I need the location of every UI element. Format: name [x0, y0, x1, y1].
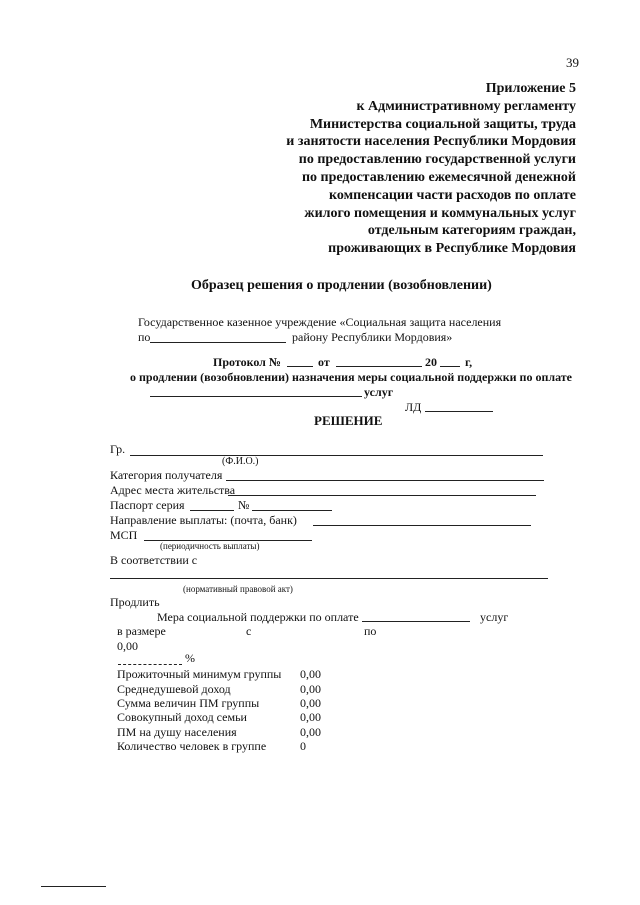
- stat-label: ПМ на душу населения: [117, 725, 237, 739]
- measure-label: Мера социальной поддержки по оплате: [157, 610, 359, 624]
- amount-value: 0,00: [117, 639, 138, 653]
- appendix-line: проживающих в Республике Мордовия: [328, 241, 576, 257]
- to-label: по: [364, 624, 377, 638]
- appendix-line: отдельным категориям граждан,: [367, 223, 576, 239]
- passport-number-field[interactable]: [252, 510, 332, 511]
- stat-label: Совокупный доход семьи: [117, 710, 247, 724]
- measure-services-label: услуг: [480, 610, 509, 624]
- stat-value: 0,00: [300, 725, 321, 739]
- appendix-line: компенсации части расходов по оплате: [328, 187, 576, 203]
- protocol-number-blank[interactable]: [287, 366, 313, 367]
- appendix-line: и занятости населения Республики Мордовия: [286, 134, 576, 150]
- citizen-label: Гр.: [110, 442, 126, 456]
- document-title: Образец решения о продлении (возобновлении): [191, 278, 492, 293]
- fio-hint: (Ф.И.О.): [222, 456, 259, 467]
- protocol-label: Протокол №: [213, 355, 281, 369]
- appendix-line: Приложение 5: [485, 81, 576, 96]
- institution-prefix: по: [138, 330, 151, 344]
- appendix-line: по предоставлению государственной услуги: [298, 152, 576, 168]
- address-label: Адрес места жительства: [110, 483, 236, 497]
- ld-blank[interactable]: [425, 411, 493, 412]
- payment-direction-label: Направление выплаты: (почта, банк): [110, 513, 297, 527]
- measure-services-field[interactable]: [362, 621, 470, 622]
- appendix-line: Министерства социальной защиты, труда: [309, 116, 576, 132]
- decision-heading: РЕШЕНИЕ: [314, 413, 383, 428]
- district-blank[interactable]: [150, 342, 286, 343]
- category-field[interactable]: [226, 480, 544, 481]
- stat-value: 0,00: [300, 682, 321, 696]
- category-label: Категория получателя: [110, 468, 223, 482]
- stat-value: 0,00: [300, 667, 321, 681]
- percent-field[interactable]: [118, 664, 182, 665]
- appendix-line: к Административному регламенту: [356, 98, 576, 114]
- protocol-from: от: [318, 355, 330, 369]
- address-field[interactable]: [228, 495, 536, 496]
- institution-suffix: району Республики Мордовия»: [292, 330, 453, 344]
- stat-label: Количество человек в группе: [117, 739, 267, 753]
- page-number: 39: [566, 55, 579, 70]
- ld-label: ЛД: [405, 400, 422, 414]
- protocol-year-suffix: г,: [465, 355, 473, 369]
- appendix-line: жилого помещения и коммунальных услуг: [304, 205, 576, 221]
- appendix-line: по предоставлению ежемесячной денежной: [301, 169, 576, 185]
- from-label: с: [246, 624, 252, 638]
- stat-value: 0,00: [300, 710, 321, 724]
- accordance-label: В соответствии с: [110, 553, 198, 567]
- stat-value: 0,00: [300, 696, 321, 710]
- stat-label: Прожиточный минимум группы: [117, 667, 282, 681]
- protocol-date-blank[interactable]: [336, 366, 422, 367]
- passport-label: Паспорт серия: [110, 498, 185, 512]
- prolong-label: Продлить: [110, 595, 160, 609]
- percent-sign: %: [185, 651, 195, 665]
- legal-act-hint: (нормативный правовой акт): [183, 584, 293, 594]
- stat-label: Сумма величин ПМ группы: [117, 696, 260, 710]
- passport-number-label: №: [238, 498, 250, 512]
- msp-label: МСП: [110, 528, 138, 542]
- stat-label: Среднедушевой доход: [117, 682, 231, 696]
- periodicity-hint: (периодичность выплаты): [160, 541, 260, 551]
- citizen-name-field[interactable]: [130, 455, 543, 456]
- protocol-about: о продлении (возобновлении) назначения меры социальной поддержки по оплате: [130, 370, 572, 384]
- services-type-blank[interactable]: [150, 396, 362, 397]
- appendix-header: [286, 80, 576, 258]
- protocol-year-prefix: 20: [425, 355, 437, 369]
- payment-direction-field[interactable]: [313, 525, 531, 526]
- protocol-services: услуг: [364, 385, 394, 399]
- passport-series-field[interactable]: [190, 510, 234, 511]
- institution-line: Государственное казенное учреждение «Социальная защита населения: [138, 315, 502, 329]
- amount-label: в размере: [117, 624, 166, 638]
- footnote-divider: [41, 886, 106, 887]
- stat-value: 0: [300, 739, 306, 753]
- protocol-year-blank[interactable]: [440, 366, 460, 367]
- legal-act-field[interactable]: [110, 578, 548, 579]
